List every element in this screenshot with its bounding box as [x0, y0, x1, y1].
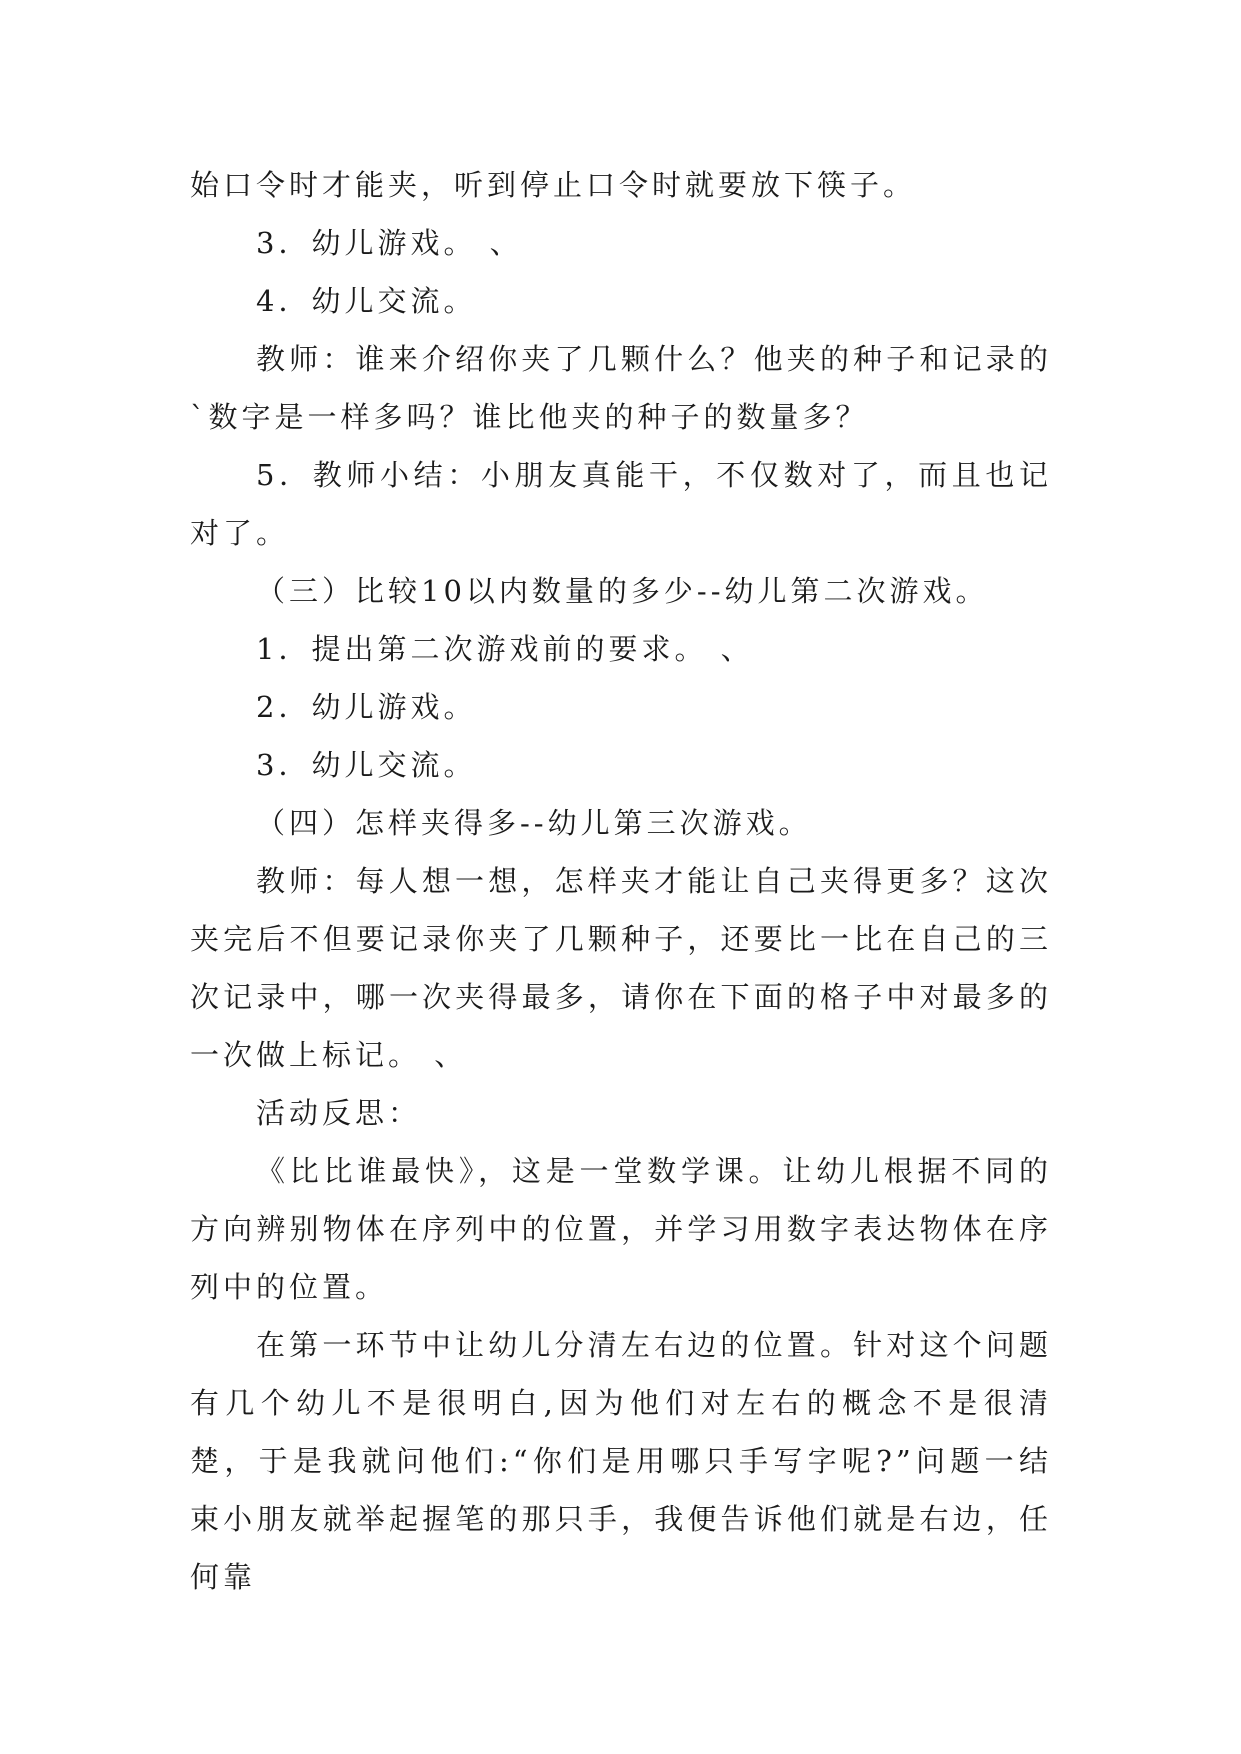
paragraph-step-3-game: 3．幼儿游戏。 、: [256, 226, 523, 260]
document-body: [190, 156, 1052, 1606]
paragraph-step-5-summary: 5．教师小结：小朋友真能干，不仅数对了，而且也记对了。: [190, 458, 1052, 550]
paragraph-step-3-exchange: 3．幼儿交流。: [256, 748, 477, 782]
paragraph-teacher-instruction: 教师：每人想一想，怎样夹才能让自己夹得更多？这次夹完后不但要记录你夹了几颗种子，还要比一比在自己的三次记录中，哪一次夹得最多，请你在下面的格子中对最多的一次做上标记。 、: [190, 864, 1052, 1072]
paragraph-step-1-requirements: 1．提出第二次游戏前的要求。 、: [256, 632, 754, 666]
section-heading-four: （四）怎样夹得多--幼儿第三次游戏。: [256, 806, 812, 840]
paragraph-reflection-first-step: 在第一环节中让幼儿分清左右边的位置。针对这个问题有几个幼儿不是很明白,因为他们对左右的概念不是很清楚，于是我就问他们:“你们是用哪只手写字呢?”问题一结束小朋友就举起握笔的那只手，我便告诉他们就是右边，任何靠: [190, 1328, 1052, 1594]
paragraph-continuation: 始口令时才能夹，听到停止口令时就要放下筷子。: [190, 168, 917, 202]
paragraph-step-4-exchange: 4．幼儿交流。: [256, 284, 477, 318]
paragraph-reflection-intro: 《比比谁最快》，这是一堂数学课。让幼儿根据不同的方向辨别物体在序列中的位置，并学习用数字表达物体在序列中的位置。: [190, 1154, 1052, 1304]
paragraph-teacher-question: 教师：谁来介绍你夹了几颗什么？他夹的种子和记录的`数字是一样多吗？谁比他夹的种子的数量多？: [190, 342, 1052, 434]
heading-activity-reflection: 活动反思：: [256, 1096, 422, 1130]
section-heading-three: （三）比较10以内数量的多少--幼儿第二次游戏。: [256, 574, 989, 608]
paragraph-step-2-game: 2．幼儿游戏。: [256, 690, 477, 724]
